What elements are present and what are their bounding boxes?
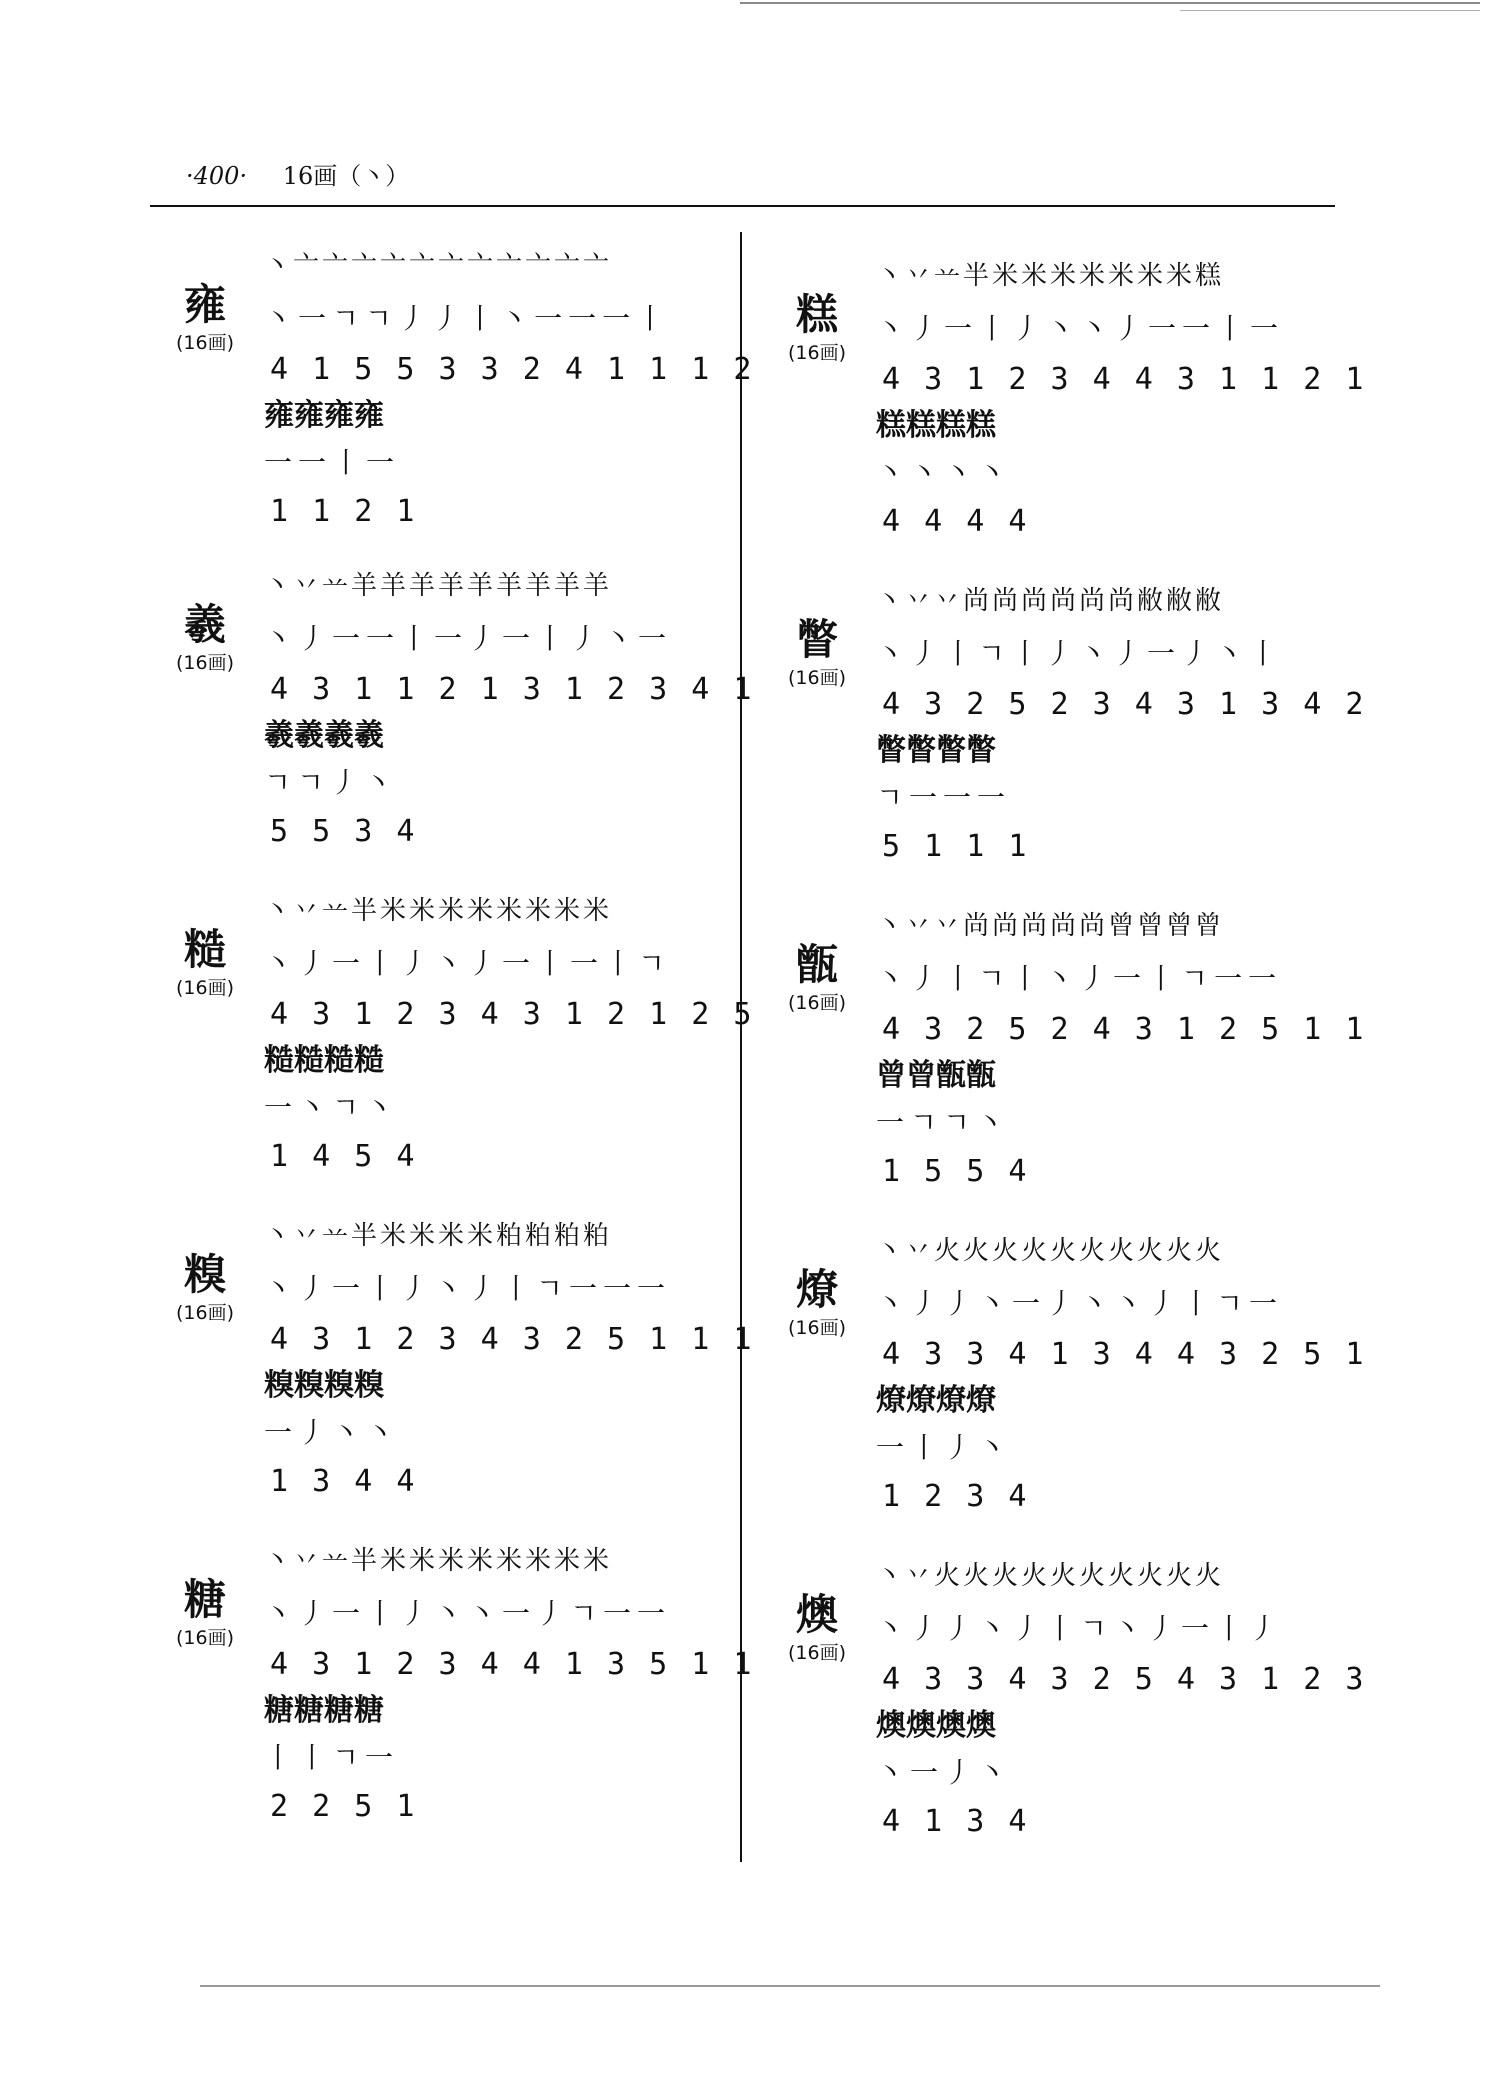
stroke-sequence-images-continued: 糕糕糕糕 — [876, 408, 996, 443]
character-entry — [762, 1235, 1367, 1535]
character-entry — [762, 910, 1367, 1210]
character-heading — [150, 280, 260, 356]
character-heading — [762, 940, 872, 1016]
stroke-sequence-images-continued: 羲羲羲羲 — [264, 718, 384, 753]
column-divider — [740, 232, 742, 1862]
character: 糗 — [183, 1250, 226, 1299]
stroke-shapes-continued: 丨丨ㄱ一 — [264, 1741, 400, 1774]
stroke-sequence-images-continued: 雍雍雍雍 — [264, 398, 384, 433]
stroke-numbers-continued: 1 1 2 1 — [270, 494, 418, 529]
stroke-sequence-images: 丶丷䒑半米米米米米米米糕 — [876, 261, 1225, 291]
stroke-count: (16画) — [787, 992, 846, 1014]
character-entry — [150, 1220, 755, 1520]
character: 雍 — [183, 280, 226, 329]
stroke-count: (16画) — [175, 332, 234, 354]
stroke-count: (16画) — [787, 342, 846, 364]
scan-edge-line — [200, 1985, 1380, 1987]
character: 糖 — [183, 1575, 226, 1624]
stroke-sequence-images-continued: 糗糗糗糗 — [264, 1368, 384, 1403]
stroke-numbers: 4 3 1 2 3 4 4 1 3 5 1 1 — [270, 1647, 755, 1682]
stroke-shapes: 丶丿一丨丿丶丶丿一一丨一 — [876, 312, 1285, 345]
stroke-numbers-continued: 1 3 4 4 — [270, 1464, 418, 1499]
character-entry — [150, 1545, 755, 1845]
stroke-numbers: 4 1 5 5 3 3 2 4 1 1 1 2 — [270, 352, 755, 387]
stroke-shapes-continued: 一ㄱㄱ丶 — [876, 1106, 1011, 1139]
character-heading — [762, 1265, 872, 1341]
stroke-shapes-continued: 一丶ㄱ丶 — [264, 1091, 400, 1124]
stroke-shapes: 丶丿丨ㄱ丨丿丶丿一丿丶丨 — [876, 637, 1284, 670]
stroke-shapes: 丶丿丨ㄱ丨丶丿一丨ㄱ一一 — [876, 962, 1283, 995]
stroke-numbers-continued: 1 2 3 4 — [882, 1479, 1030, 1514]
stroke-sequence-images: 丶丷䒑半米米米米粕粕粕粕 — [264, 1221, 613, 1251]
page-number: ·400· — [186, 162, 248, 190]
stroke-sequence-images: 丶丷丷尚尚尚尚尚曾曾曾曾 — [876, 911, 1225, 941]
stroke-numbers: 4 3 1 1 2 1 3 1 2 3 4 1 — [270, 672, 755, 707]
character: 甑 — [795, 940, 838, 989]
character-entry — [150, 895, 755, 1195]
header-rule — [150, 205, 1335, 207]
stroke-numbers-continued: 4 4 4 4 — [882, 504, 1030, 539]
stroke-numbers: 4 3 2 5 2 3 4 3 1 3 4 2 — [882, 687, 1367, 722]
character-heading — [762, 290, 872, 366]
stroke-sequence-images-continued: 糙糙糙糙 — [264, 1043, 384, 1078]
stroke-sequence-images: 丶亠亠亠亠亠亠亠亠亠亠亠 — [264, 251, 613, 281]
stroke-shapes-continued: 一丨丿丶 — [876, 1431, 1013, 1464]
stroke-count: (16画) — [175, 652, 234, 674]
stroke-sequence-images: 丶丷䒑半米米米米米米米米 — [264, 1546, 613, 1576]
character: 瞥 — [795, 615, 838, 664]
stroke-numbers-continued: 2 2 5 1 — [270, 1789, 418, 1824]
stroke-sequence-images: 丶丷火火火火火火火火火火 — [876, 1236, 1225, 1266]
stroke-sequence-images: 丶丷䒑半米米米米米米米米 — [264, 896, 613, 926]
character-heading — [150, 600, 260, 676]
stroke-count: (16画) — [175, 1302, 234, 1324]
stroke-shapes: 丶丿一一丨一丿一丨丿丶一 — [264, 622, 673, 655]
stroke-numbers-continued: 1 4 5 4 — [270, 1139, 418, 1174]
character-entry — [762, 260, 1367, 560]
stroke-shapes-continued: ㄱㄱ丿丶 — [264, 766, 399, 799]
character: 燎 — [795, 1265, 838, 1314]
character-heading — [150, 1575, 260, 1651]
character: 燠 — [795, 1590, 838, 1639]
stroke-count: (16画) — [175, 1627, 234, 1649]
page-header — [186, 156, 409, 191]
stroke-numbers: 4 3 2 5 2 4 3 1 2 5 1 1 — [882, 1012, 1367, 1047]
stroke-sequence-images-continued: 瞥瞥瞥瞥 — [876, 733, 996, 768]
stroke-sequence-images-continued: 燠燠燠燠 — [876, 1708, 996, 1743]
character: 羲 — [183, 600, 226, 649]
stroke-shapes-continued: ㄱ一一一 — [876, 781, 1012, 814]
character-entry — [762, 1560, 1367, 1860]
scan-edge-line — [1180, 10, 1480, 11]
character: 糙 — [183, 925, 226, 974]
character: 糕 — [795, 290, 838, 339]
character-entry — [150, 250, 755, 550]
stroke-shapes-continued: 一丿丶丶 — [264, 1416, 401, 1449]
character-heading — [762, 1590, 872, 1666]
stroke-shapes: 丶丿丿丶丿丨ㄱ丶丿一丨丿 — [876, 1612, 1284, 1645]
character-heading — [762, 615, 872, 691]
character-entry — [762, 585, 1367, 885]
stroke-sequence-images: 丶丷火火火火火火火火火火 — [876, 1561, 1225, 1591]
stroke-shapes: 丶丿一丨丿丶丿一丨一丨ㄱ — [264, 947, 672, 980]
character-heading — [150, 1250, 260, 1326]
stroke-count: (16画) — [175, 977, 234, 999]
section-title: 16画（丶） — [282, 162, 410, 190]
stroke-numbers: 4 3 1 2 3 4 3 1 2 1 2 5 — [270, 997, 755, 1032]
stroke-numbers-continued: 1 5 5 4 — [882, 1154, 1030, 1189]
stroke-numbers-continued: 5 5 3 4 — [270, 814, 418, 849]
character-entry — [150, 570, 755, 870]
stroke-shapes-continued: 一一丨一 — [264, 446, 401, 479]
stroke-count: (16画) — [787, 1642, 846, 1664]
character-heading — [150, 925, 260, 1001]
stroke-shapes: 丶丿丿丶一丿丶丶丿丨ㄱ一 — [876, 1287, 1284, 1320]
stroke-count: (16画) — [787, 1317, 846, 1339]
stroke-count: (16画) — [787, 667, 846, 689]
stroke-sequence-images: 丶丷丷尚尚尚尚尚尚敝敝敝 — [876, 586, 1225, 616]
stroke-shapes: 丶一ㄱㄱ丿丿丨丶一一一丨 — [264, 302, 671, 335]
stroke-shapes: 丶丿一丨丿丶丶一丿ㄱ一一 — [264, 1597, 672, 1630]
stroke-sequence-images-continued: 糖糖糖糖 — [264, 1693, 384, 1728]
stroke-sequence-images: 丶丷䒑羊羊羊羊羊羊羊羊羊 — [264, 571, 613, 601]
stroke-numbers: 4 3 3 4 1 3 4 4 3 2 5 1 — [882, 1337, 1367, 1372]
scan-edge-line — [740, 2, 1480, 4]
stroke-numbers-continued: 4 1 3 4 — [882, 1804, 1030, 1839]
stroke-numbers: 4 3 1 2 3 4 3 2 5 1 1 1 — [270, 1322, 755, 1357]
stroke-shapes-continued: 丶丶丶丶 — [876, 456, 1013, 489]
stroke-numbers-continued: 5 1 1 1 — [882, 829, 1030, 864]
stroke-sequence-images-continued: 燎燎燎燎 — [876, 1383, 996, 1418]
stroke-numbers: 4 3 3 4 3 2 5 4 3 1 2 3 — [882, 1662, 1367, 1697]
stroke-sequence-images-continued: 曾曾甑甑 — [876, 1058, 996, 1093]
stroke-numbers: 4 3 1 2 3 4 4 3 1 1 2 1 — [882, 362, 1367, 397]
stroke-shapes: 丶丿一丨丿丶丿丨ㄱ一一一 — [264, 1272, 672, 1305]
stroke-shapes-continued: 丶一丿丶 — [876, 1756, 1013, 1789]
